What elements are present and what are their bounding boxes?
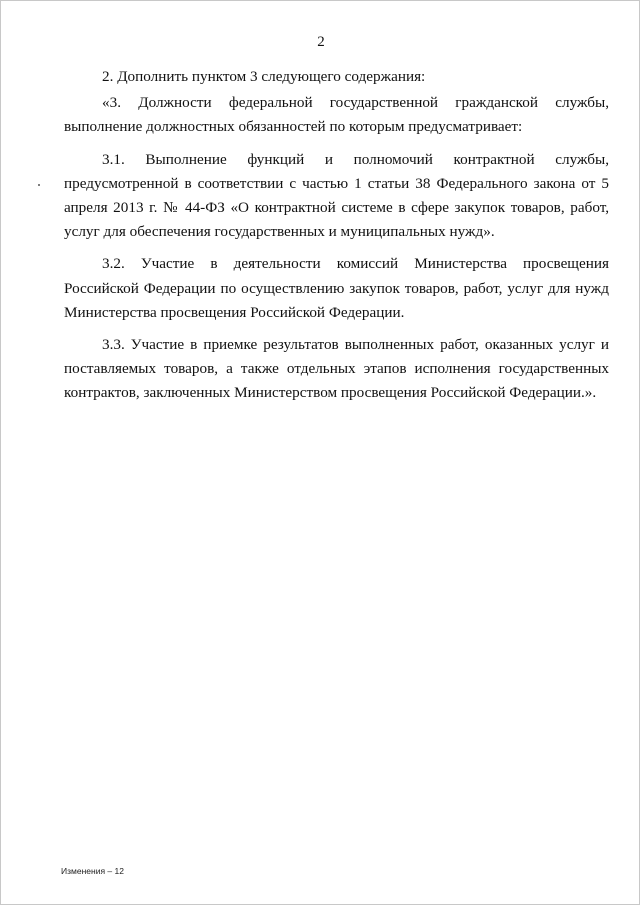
document-body [64,65,609,414]
paragraph-item-3-3: 3.3. Участие в приемке результатов выполненных работ, оказанных услуг и поставляемых товаров, а также отдельных этапов исполнения государственных контрактов, заключенных Министерством просвещения Российской Федерации.». [64,336,609,402]
paragraph-item-3-1: 3.1. Выполнение функций и полномочий контрактной службы, предусмотренной в соответствии с частью 1 статьи 38 Федерального закона от 5 апреля 2013 г. № 44-ФЗ «О контрактной системе в сфере закупок товаров, работ, услуг для обеспечения государственных и муниципальных нужд». [64,150,609,241]
paragraph-item-3-2: 3.2. Участие в деятельности комиссий Министерства просвещения Российской Федерации по осуществлению закупок товаров, работ, услуг для нужд Министерства просвещения Российской Федерации. [64,255,609,321]
page-number: 2 [317,34,325,50]
paragraph-item-3-intro: «3. Должности федеральной государственной гражданской службы, выполнение должностных обязанностей по которым предусматривает: [64,94,609,136]
paragraph-item-2: 2. Дополнить пунктом 3 следующего содержания: [102,68,426,85]
footer-label: Изменения – 12 [61,866,124,876]
scan-speck [38,184,40,186]
